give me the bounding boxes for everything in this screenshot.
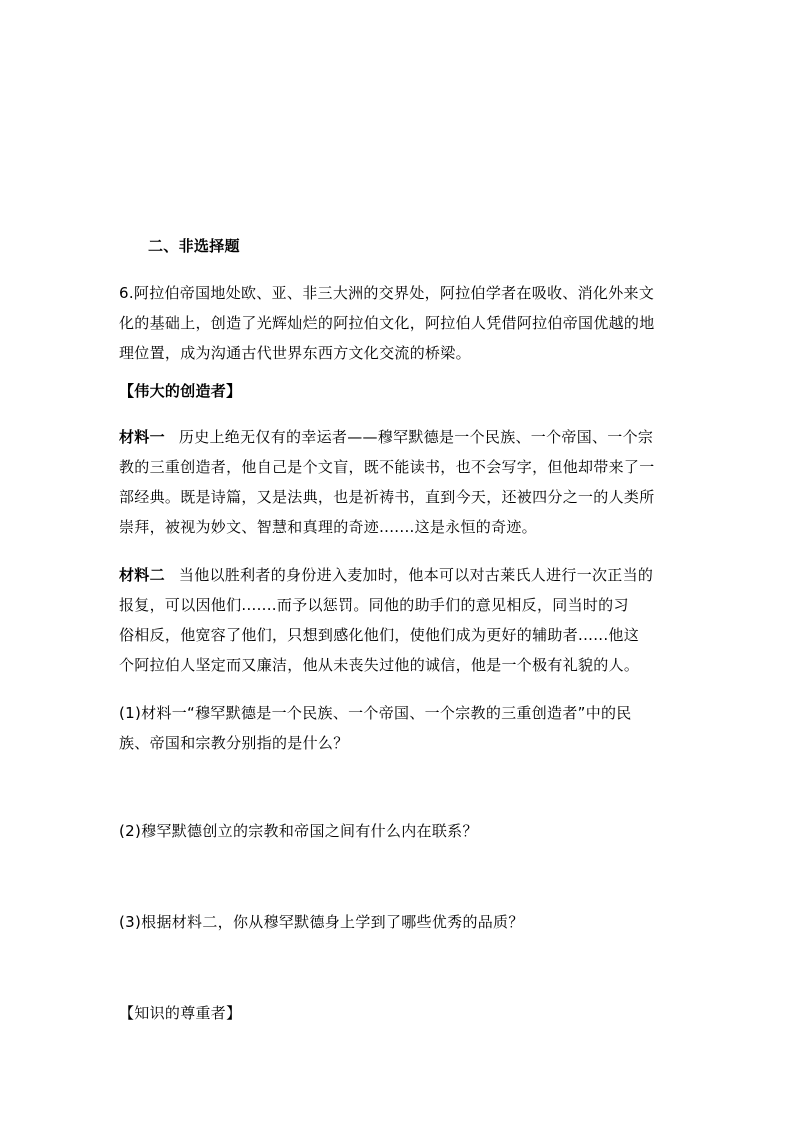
- material1-line-4: 崇拜，被视为妙文、智慧和真理的奇迹.......这是永恒的奇迹。: [119, 518, 537, 536]
- question6-intro-line-2: 化的基础上，创造了光辉灿烂的阿拉伯文化，阿拉伯人凭借阿拉伯帝国优越的地: [119, 314, 655, 332]
- question6-intro-line-1: 6.阿拉伯帝国地处欧、亚、非三大洲的交界处，阿拉伯学者在吸收、消化外来文: [119, 284, 655, 302]
- material1-line-2: 教的三重创造者，他自己是个文盲，既不能读书，也不会写字，但他却带来了一: [119, 458, 655, 476]
- sub-question-3: (3)根据材料二，你从穆罕默德身上学到了哪些优秀的品质？: [119, 913, 524, 931]
- material1-label: 材料一: [119, 428, 165, 446]
- material1-text-1: 历史上绝无仅有的幸运者——穆罕默德是一个民族、一个帝国、一个宗: [178, 428, 654, 446]
- subheading-great-creator: 【伟大的创造者】: [119, 382, 242, 400]
- material2-line-4: 个阿拉伯人坚定而又廉洁，他从未丧失过他的诚信，他是一个极有礼貌的人。: [119, 656, 640, 674]
- material2-label: 材料二: [119, 566, 165, 584]
- sub-question-2: (2)穆罕默德创立的宗教和帝国之间有什么内在联系？: [119, 822, 478, 840]
- sub-question-1-line-2: 族、帝国和宗教分别指的是什么？: [119, 734, 349, 752]
- subheading-knowledge-respecter: 【知识的尊重者】: [119, 1004, 242, 1022]
- material2-line-1: [119, 565, 653, 585]
- material1-line-1: [119, 427, 653, 447]
- question6-intro-line-3: 理位置，成为沟通古代世界东西方文化交流的桥梁。: [119, 344, 471, 362]
- section-heading: 二、非选择题: [148, 237, 240, 255]
- material2-text-1: 当他以胜利者的身份进入麦加时，他本可以对古莱氏人进行一次正当的: [178, 566, 654, 584]
- material2-line-3: 俗相反，他宽容了他们，只想到感化他们，使他们成为更好的辅助者......他这: [119, 626, 640, 644]
- material2-line-2: 报复，可以因他们.......而予以惩罚。同他的助手们的意见相反，同当时的习: [119, 596, 629, 614]
- material1-line-3: 部经典。既是诗篇，又是法典，也是祈祷书，直到今天，还被四分之一的人类所: [119, 488, 655, 506]
- sub-question-1-line-1: (1)材料一“穆罕默德是一个民族、一个帝国、一个宗教的三重创造者”中的民: [119, 704, 632, 722]
